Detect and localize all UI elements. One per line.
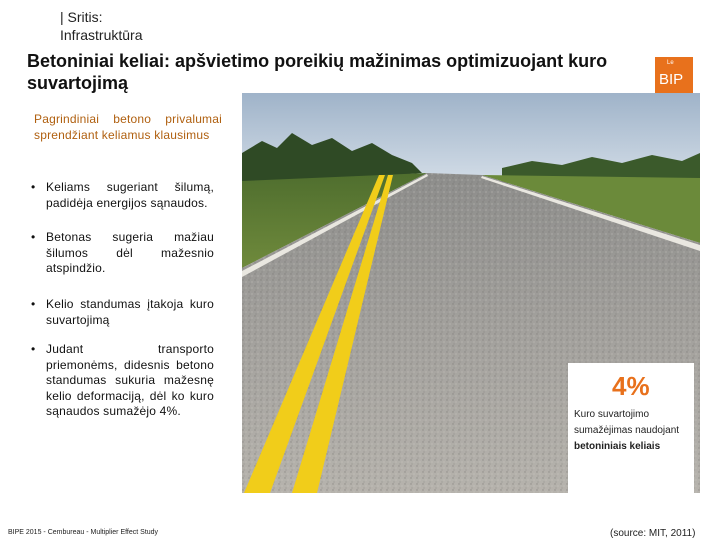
footer-study-credit: BIPE 2015 - Cembureau - Multiplier Effect Study	[8, 529, 159, 536]
intro-paragraph: Pagrindiniai betono privalumai sprendžiant keliamus klausimus	[34, 112, 222, 142]
footer-source: (source: MIT, 2011)	[610, 528, 696, 539]
callout-line-2: sumažėjimas naudojant	[574, 425, 680, 436]
callout-line-1: Kuro suvartojimo	[574, 409, 650, 420]
page-title: Betoniniai keliai: apšvietimo poreikių mažinimas optimizuojant kuro suvartojimą	[27, 51, 608, 93]
callout-value: 4%	[612, 371, 650, 401]
sector-label	[60, 8, 142, 44]
bullet-marker: •	[31, 230, 36, 244]
bullet-reflectance: Betonas sugeria mažiau šilumos dėl mažesnio atspindžio.	[46, 230, 214, 275]
bullet-stiffness: Kelio standumas įtakoja kuro suvartojimą	[46, 297, 214, 327]
bullet-marker: •	[31, 180, 36, 194]
sector-name: Infrastruktūra	[60, 27, 143, 43]
badge-big-text: BIP	[659, 71, 684, 88]
bullet-heat-absorption: Keliams sugeriant šilumą, padidėja energijos sąnaudos.	[46, 180, 214, 210]
bipe-logo-badge	[655, 57, 693, 93]
bullet-marker: •	[31, 342, 36, 356]
road-photo	[242, 93, 700, 493]
badge-small-text: Le	[667, 60, 674, 66]
callout-line-3: betoniniais keliais	[574, 441, 661, 452]
fuel-reduction-callout	[568, 363, 694, 493]
sector-prefix: | Sritis:	[60, 9, 103, 25]
bullet-marker: •	[31, 297, 36, 311]
bullet-fuel-savings: Judant transporto priemonėms, didesnis betono standumas sukuria mažesnę kelio deformaciją, dėl ko kuro sąnaudos sumažėjo 4%.	[46, 342, 214, 418]
